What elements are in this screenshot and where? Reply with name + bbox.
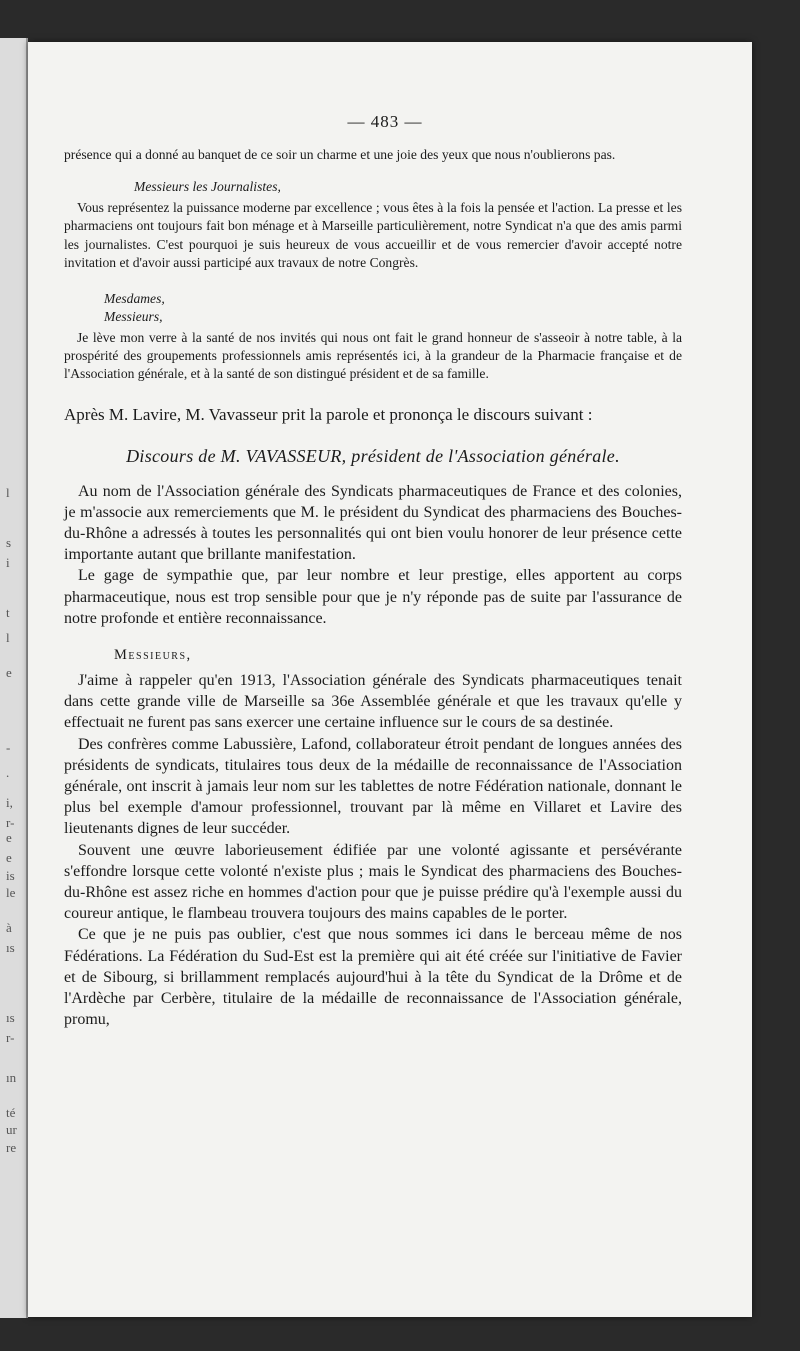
paragraph-intro: Après M. Lavire, M. Vavasseur prit la parole et prononça le discours suivant : [64,404,593,424]
salutation-messieurs-speech: Messieurs, [114,647,192,664]
adjacent-page-fragment: r- [6,1030,15,1045]
adjacent-page-fragment: le [6,885,16,900]
adjacent-page-fragment: e [6,850,12,865]
adjacent-page-fragment: à [6,920,12,935]
speech-paragraph-2: Le gage de sympathie que, par leur nombre et leur prestige, elles apportent au corps pharmaceutique, nous est trop sensible pour que je n'y réponde pas de suite par l'assurance de notre profonde et entière reconnaissance. [64,567,682,627]
adjacent-page-fragment: - [6,740,11,755]
salutation-journalists: Messieurs les Journalistes, [134,179,281,195]
adjacent-page-fragment: i, [6,795,13,810]
paragraph-presence: présence qui a donné au banquet de ce soir un charme et une joie des yeux que nous n'oublierons pas. [64,147,616,162]
speech-paragraph-1: Au nom de l'Association générale des Syndicats pharmaceutiques de France et des colonies, je m'associe aux remerciements que M. le président du Syndicat des pharmaciens des Bouches-du-Rhône a adressés à toutes les personnalités qui ont bien voulu honorer de leur présence cette importante autant que brillante manifestation. [64,482,682,564]
salutation-messieurs: Messieurs, [104,309,163,325]
adjacent-page-fragment: t [6,605,10,620]
speech-section [64,404,682,1031]
paragraph-journalists: Vous représentez la puissance moderne par excellence ; vous êtes à la fois la pensée et l'action. La presse et les pharmaciens ont toujours fait bon ménage et à Marseille particulièrement, notre Syndicat n'a que des amis parmi les journalistes. C'est pourquoi je suis heureux de vous accueillir et de vous remercier d'avoir accepté notre invitation et d'avoir aussi participé aux travaux de notre Congrès. [64,200,682,270]
adjacent-page-fragment: re [6,1140,17,1155]
adjacent-page-fragment: i [6,555,10,570]
speech-heading: Discours de M. VAVASSEUR, président de l'Association générale. [126,445,620,466]
document-page [28,42,752,1317]
adjacent-page-fragment: is [6,868,15,883]
adjacent-page-fragment: . [6,765,10,780]
speech-paragraph-3: J'aime à rappeler qu'en 1913, l'Association générale des Syndicats pharmaceutiques tenait dans cette grande ville de Marseille sa 36e Assemblée générale et que les travaux qu'elle y effectuait ne furent pas sans exercer une certaine influence sur le cours de sa destinée. [64,672,682,732]
adjacent-page-fragment: e [6,830,12,845]
salutation-mesdames: Mesdames, [104,291,165,307]
page-number: — 483 — [347,112,423,131]
adjacent-page-edge [0,38,28,1318]
speech-paragraph-4: Des confrères comme Labussière, Lafond, collaborateur étroit pendant de longues années des présidents de syndicats, titulaires tous deux de la médaille de reconnaissance de l'Association générale, ont inscrit à jamais leur nom sur les tablettes de notre Fédération nationale, donnant le plus bel exemple d'amour professionnel, trouvant par là même en Villaret et Lavire des lieutenants dignes de leur succéder. [64,735,682,838]
adjacent-page-fragment: ın [6,1070,17,1085]
page-content [64,112,682,1031]
adjacent-page-fragment: l [6,630,10,645]
speech-paragraph-6: Ce que je ne puis pas oublier, c'est que nous sommes ici dans le berceau même de nos Fédérations. La Fédération du Sud-Est est la première qui ait été créée sur l'initiative de Favier et de Sibourg, si brillamment remplacés aujourd'hui à la tête du Syndicat de la Drôme et de l'Ardèche par Cerbère, titulaire de la médaille de reconnaissance de l'Association générale, promu, [64,926,682,1029]
salutation-mesdames-messieurs [104,290,682,326]
toast-section [64,146,682,384]
adjacent-page-fragment: ur [6,1122,17,1137]
adjacent-page-fragment: ıs [6,940,15,955]
adjacent-page-fragment: té [6,1105,16,1120]
intro-block [64,404,682,426]
adjacent-page-fragment: ıs [6,1010,15,1025]
adjacent-page-fragment: r- [6,815,15,830]
adjacent-page-fragment: e [6,665,12,680]
speech-paragraph-5: Souvent une œuvre laborieusement édifiée par une volonté agissante et persévérante s'effondre lorsque cette volonté n'existe plus ; mais le Syndicat des pharmaciens des Bouches-du-Rhône est assez riche en hommes d'action pour que je puisse prédire qu'à l'exemple aussi du coureur antique, le flambeau trouvera toujours des mains capables de le porter. [64,841,682,923]
adjacent-page-fragment: s [6,535,12,550]
paragraph-toast: Je lève mon verre à la santé de nos invités qui nous ont fait le grand honneur de s'asseoir à notre table, à la prospérité des groupements professionnels amis représentés ici, à la grandeur de la Pharmacie française et de l'Association générale, et à la santé de son distingué président et de sa famille. [64,330,682,382]
adjacent-page-fragment: l [6,485,10,500]
